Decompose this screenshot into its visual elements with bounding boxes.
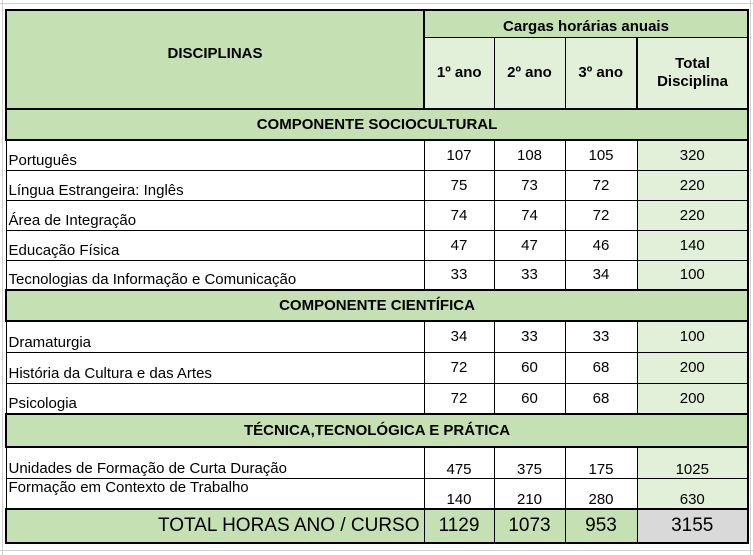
table-row xyxy=(6,170,748,200)
table-row xyxy=(6,478,748,509)
discipline-total[interactable]: 320 xyxy=(637,140,748,170)
sheet-gridline xyxy=(0,3,753,4)
total-hours-label[interactable]: TOTAL HORAS ANO / CURSO xyxy=(6,509,424,543)
year3-hours[interactable]: 72 xyxy=(565,200,637,230)
discipline-name[interactable]: Unidades de Formação de Curta Duração xyxy=(6,447,424,478)
total-course[interactable]: 3155 xyxy=(637,509,748,543)
year1-hours[interactable]: 33 xyxy=(424,260,494,290)
discipline-total[interactable]: 200 xyxy=(637,352,748,383)
cargas-horarias-header[interactable]: Cargas horárias anuais xyxy=(424,10,748,37)
table-row xyxy=(6,230,748,260)
year2-header[interactable]: 2º ano xyxy=(494,37,565,109)
year3-hours[interactable]: 175 xyxy=(565,447,637,478)
year2-hours[interactable]: 74 xyxy=(494,200,565,230)
discipline-name[interactable]: Psicologia xyxy=(6,383,424,414)
sheet-gridline xyxy=(2,0,3,555)
year1-hours[interactable]: 72 xyxy=(424,352,494,383)
table-row xyxy=(6,200,748,230)
discipline-total[interactable]: 140 xyxy=(637,230,748,260)
discipline-total[interactable]: 220 xyxy=(637,170,748,200)
year3-hours[interactable]: 105 xyxy=(565,140,637,170)
discipline-name[interactable]: Área de Integração xyxy=(6,200,424,230)
year2-hours[interactable]: 375 xyxy=(494,447,565,478)
discipline-name[interactable]: Educação Física xyxy=(6,230,424,260)
year2-hours[interactable]: 33 xyxy=(494,321,565,352)
total-header-line1: Total xyxy=(675,54,710,72)
year3-hours[interactable]: 34 xyxy=(565,260,637,290)
year3-hours[interactable]: 46 xyxy=(565,230,637,260)
discipline-name[interactable]: Formação em Contexto de Trabalho xyxy=(6,478,424,509)
total-header-line2: Disciplina xyxy=(657,72,728,90)
table-row xyxy=(6,321,748,352)
discipline-total[interactable]: 200 xyxy=(637,383,748,414)
year1-hours[interactable]: 72 xyxy=(424,383,494,414)
sheet-gridline xyxy=(0,550,753,551)
year3-hours[interactable]: 68 xyxy=(565,352,637,383)
discipline-name[interactable]: Português xyxy=(6,140,424,170)
year2-hours[interactable]: 60 xyxy=(494,383,565,414)
discipline-total[interactable]: 100 xyxy=(637,260,748,290)
discipline-total[interactable]: 1025 xyxy=(637,447,748,478)
year1-hours[interactable]: 107 xyxy=(424,140,494,170)
year3-hours[interactable]: 72 xyxy=(565,170,637,200)
year3-hours[interactable]: 280 xyxy=(565,478,637,509)
discipline-name[interactable]: Dramaturgia xyxy=(6,321,424,352)
discipline-name[interactable]: Tecnologias da Informação e Comunicação xyxy=(6,260,424,290)
total-disciplina-header[interactable] xyxy=(637,37,748,109)
table-row xyxy=(6,140,748,170)
year1-hours[interactable]: 47 xyxy=(424,230,494,260)
sheet-gridline xyxy=(750,0,751,555)
course-hours-table xyxy=(5,9,749,544)
year3-hours[interactable]: 68 xyxy=(565,383,637,414)
year1-hours[interactable]: 75 xyxy=(424,170,494,200)
discipline-total[interactable]: 630 xyxy=(637,478,748,509)
table-row xyxy=(6,383,748,414)
total-year2[interactable]: 1073 xyxy=(494,509,565,543)
discipline-total[interactable]: 100 xyxy=(637,321,748,352)
year2-hours[interactable]: 108 xyxy=(494,140,565,170)
discipline-name[interactable]: História da Cultura e das Artes xyxy=(6,352,424,383)
year2-hours[interactable]: 210 xyxy=(494,478,565,509)
year1-hours[interactable]: 475 xyxy=(424,447,494,478)
section-title-sociocultural[interactable]: COMPONENTE SOCIOCULTURAL xyxy=(6,109,748,140)
total-year3[interactable]: 953 xyxy=(565,509,637,543)
table-row xyxy=(6,447,748,478)
year2-hours[interactable]: 47 xyxy=(494,230,565,260)
year2-hours[interactable]: 33 xyxy=(494,260,565,290)
disciplinas-header[interactable]: DISCIPLINAS xyxy=(6,10,424,109)
table-row xyxy=(6,260,748,290)
year1-hours[interactable]: 140 xyxy=(424,478,494,509)
section-title-cientifica[interactable]: COMPONENTE CIENTÍFICA xyxy=(6,290,748,321)
section-title-tecnica[interactable]: TÉCNICA,TECNOLÓGICA E PRÁTICA xyxy=(6,414,748,447)
table-row xyxy=(6,352,748,383)
year2-hours[interactable]: 60 xyxy=(494,352,565,383)
year3-header[interactable]: 3º ano xyxy=(565,37,637,109)
total-year1[interactable]: 1129 xyxy=(424,509,494,543)
year1-header[interactable]: 1º ano xyxy=(424,37,494,109)
year3-hours[interactable]: 33 xyxy=(565,321,637,352)
discipline-name[interactable]: Língua Estrangeira: Inglês xyxy=(6,170,424,200)
year1-hours[interactable]: 74 xyxy=(424,200,494,230)
year1-hours[interactable]: 34 xyxy=(424,321,494,352)
discipline-total[interactable]: 220 xyxy=(637,200,748,230)
year2-hours[interactable]: 73 xyxy=(494,170,565,200)
